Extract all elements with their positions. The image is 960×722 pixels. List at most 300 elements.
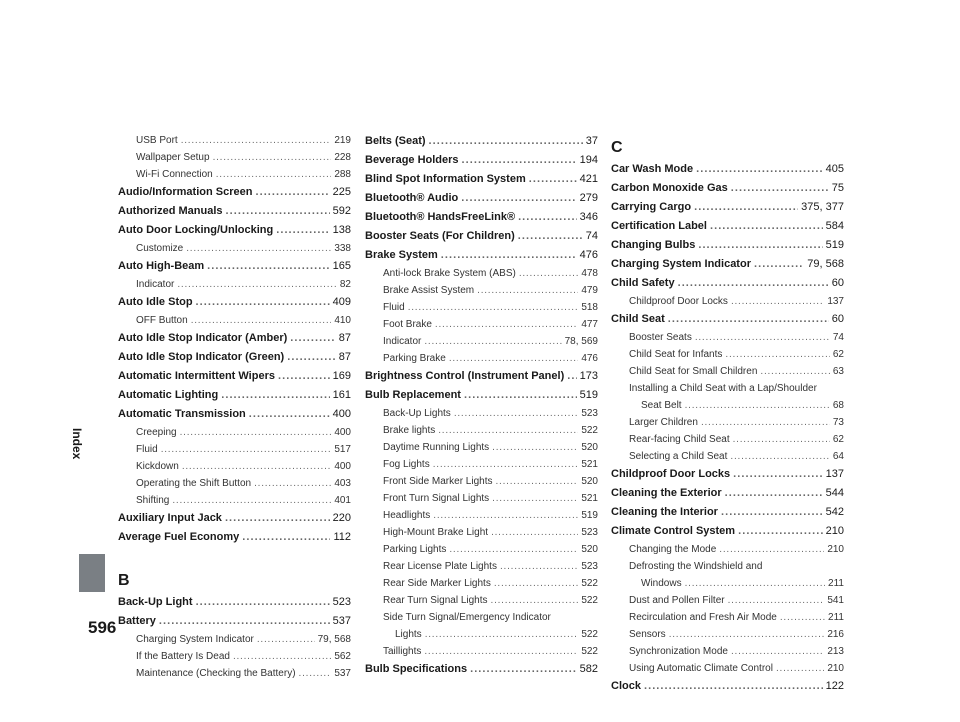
page-reference: 74 <box>832 332 844 343</box>
page-reference: 523 <box>581 527 598 538</box>
entry-term: Booster Seats (For Children) <box>365 230 515 242</box>
page-reference: 537 <box>334 668 351 679</box>
entry-term: Rear-facing Child Seat <box>629 434 730 445</box>
dot-leader <box>233 648 331 665</box>
dot-leader <box>492 439 578 456</box>
page-reference: 517 <box>334 444 351 455</box>
page-reference: 210 <box>827 544 844 555</box>
index-subentry <box>365 643 598 660</box>
dot-leader <box>519 265 579 282</box>
entry-term: Defrosting the Windshield and <box>629 561 763 572</box>
entry-term: Blind Spot Information System <box>365 173 526 185</box>
page-reference: 228 <box>334 152 351 163</box>
index-column-2 <box>365 132 598 679</box>
entry-term: Childproof Door Locks <box>611 468 731 480</box>
page-reference: 520 <box>581 476 598 487</box>
page-reference: 165 <box>332 260 351 272</box>
index-entry <box>365 246 598 265</box>
dot-leader <box>425 626 579 643</box>
index-entry <box>118 528 351 547</box>
page-reference: 521 <box>581 459 598 470</box>
page-reference: 161 <box>332 389 351 401</box>
dot-leader <box>710 217 823 236</box>
page-reference: 542 <box>825 506 844 518</box>
page-reference: 477 <box>581 319 598 330</box>
dot-leader <box>494 575 578 592</box>
index-subentry <box>365 405 598 422</box>
entry-term: Cleaning the Exterior <box>611 487 722 499</box>
index-sidebar <box>0 0 105 722</box>
entry-term: Authorized Manuals <box>118 205 223 217</box>
page-reference: 211 <box>828 612 844 623</box>
entry-term: OFF Button <box>136 315 188 326</box>
dot-leader <box>299 665 332 682</box>
entry-term: Recirculation and Fresh Air Mode <box>629 612 777 623</box>
entry-term: Maintenance (Checking the Battery) <box>136 668 296 679</box>
index-subentry <box>118 424 351 441</box>
page-reference: 519 <box>825 239 844 251</box>
entry-term: Selecting a Child Seat <box>629 451 728 462</box>
page-reference: 375, 377 <box>801 201 844 213</box>
dot-leader <box>257 631 315 648</box>
dot-leader <box>731 179 829 198</box>
entry-term: Windows <box>641 578 682 589</box>
page-reference: 409 <box>332 296 351 308</box>
entry-term: Carbon Monoxide Gas <box>611 182 728 194</box>
entry-term: Bulb Replacement <box>365 389 461 401</box>
page-reference: 213 <box>827 646 844 657</box>
dot-leader <box>424 333 561 350</box>
dot-leader <box>518 227 583 246</box>
dot-leader <box>491 524 578 541</box>
index-subentry <box>365 524 598 541</box>
dot-leader <box>644 677 823 696</box>
index-entry <box>611 465 844 484</box>
dot-leader <box>464 386 577 405</box>
index-subentry <box>611 558 844 575</box>
page-reference: 519 <box>579 389 598 401</box>
page-number: 596 <box>88 618 117 637</box>
index-entry <box>365 227 598 246</box>
dot-leader <box>225 509 330 528</box>
page-reference: 279 <box>579 192 598 204</box>
entry-term: Installing a Child Seat with a Lap/Shoulder <box>629 383 817 394</box>
entry-term: Bluetooth® HandsFreeLink® <box>365 211 516 223</box>
index-subentry <box>611 592 844 609</box>
entry-term: Bulb Specifications <box>365 663 468 675</box>
entry-term: Changing Bulbs <box>611 239 696 251</box>
dot-leader <box>529 170 577 189</box>
dot-leader <box>226 202 330 221</box>
index-subentry <box>365 592 598 609</box>
dot-leader <box>249 405 330 424</box>
page-reference: 225 <box>332 186 351 198</box>
dot-leader <box>441 246 577 265</box>
entry-term: Brake lights <box>383 425 436 436</box>
page-reference: 537 <box>332 615 351 627</box>
page-reference: 562 <box>334 651 351 662</box>
dot-leader <box>760 363 829 380</box>
dot-leader <box>196 293 330 312</box>
index-subentry <box>365 282 598 299</box>
dot-leader <box>172 492 331 509</box>
dot-leader <box>255 183 329 202</box>
index-subentry <box>365 558 598 575</box>
page-reference: 219 <box>334 135 351 146</box>
entry-term: High-Mount Brake Light <box>383 527 489 538</box>
page-reference: 62 <box>832 349 844 360</box>
entry-term: Fluid <box>383 302 405 313</box>
dot-leader <box>449 541 578 558</box>
entry-term: Audio/Information Screen <box>118 186 253 198</box>
dot-leader <box>433 507 578 524</box>
dot-leader <box>725 484 823 503</box>
entry-term: Climate Control System <box>611 525 736 537</box>
entry-term: Front Turn Signal Lights <box>383 493 490 504</box>
dot-leader <box>435 316 578 333</box>
page-reference: 518 <box>581 302 598 313</box>
entry-term: Automatic Transmission <box>118 408 246 420</box>
entry-term: Auto Idle Stop <box>118 296 193 308</box>
entry-term: Auto Door Locking/Unlocking <box>118 224 274 236</box>
index-subentry <box>365 350 598 367</box>
page-reference: 63 <box>832 366 844 377</box>
entry-term: Lights <box>395 629 422 640</box>
entry-term: Charging System Indicator <box>611 258 751 270</box>
entry-term: Back-Up Light <box>118 596 193 608</box>
page-reference: 60 <box>831 313 844 325</box>
dot-leader <box>685 575 825 592</box>
page-reference: 403 <box>334 478 351 489</box>
page-reference: 64 <box>832 451 844 462</box>
section-letter: B <box>118 572 130 589</box>
dot-leader <box>221 386 329 405</box>
entry-term: USB Port <box>136 135 178 146</box>
entry-term: Auto Idle Stop Indicator (Amber) <box>118 332 288 344</box>
entry-term: Wi-Fi Connection <box>136 169 213 180</box>
entry-term: Indicator <box>136 279 175 290</box>
page-reference: 400 <box>334 427 351 438</box>
dot-leader <box>698 236 822 255</box>
entry-term: Beverage Holders <box>365 154 459 166</box>
page-reference: 37 <box>585 135 598 147</box>
dot-leader <box>695 329 830 346</box>
dot-leader <box>733 431 830 448</box>
index-entry <box>118 612 351 631</box>
index-entry <box>611 310 844 329</box>
entry-term: Side Turn Signal/Emergency Indicator <box>383 612 551 623</box>
index-subentry <box>611 626 844 643</box>
dot-leader <box>730 448 829 465</box>
page-reference: 478 <box>581 268 598 279</box>
page-reference: 520 <box>581 442 598 453</box>
index-subentry <box>611 448 844 465</box>
index-entry <box>118 293 351 312</box>
page-reference: 173 <box>579 370 598 382</box>
entry-term: Parking Brake <box>383 353 446 364</box>
page-reference: 78, 569 <box>564 336 598 347</box>
dot-leader <box>725 346 829 363</box>
index-entry <box>118 509 351 528</box>
dot-leader <box>492 490 578 507</box>
dot-leader <box>701 414 830 431</box>
index-subentry <box>365 541 598 558</box>
index-entry <box>365 386 598 405</box>
entry-term: Changing the Mode <box>629 544 717 555</box>
dot-leader <box>780 609 825 626</box>
index-entry <box>365 208 598 227</box>
index-subentry <box>365 609 598 626</box>
dot-leader <box>496 473 579 490</box>
page-reference: 522 <box>581 646 598 657</box>
index-subentry <box>118 149 351 166</box>
dot-leader <box>719 541 824 558</box>
entry-term: Child Seat for Small Children <box>629 366 758 377</box>
index-subentry <box>365 490 598 507</box>
index-subentry <box>365 575 598 592</box>
index-entry <box>611 677 844 696</box>
index-subentry <box>365 473 598 490</box>
dot-leader <box>242 528 330 547</box>
index-entry <box>118 257 351 276</box>
page-reference: 138 <box>332 224 351 236</box>
page-reference: 220 <box>332 512 351 524</box>
index-column-3 <box>611 132 844 696</box>
index-subentry <box>365 507 598 524</box>
page-reference: 74 <box>585 230 598 242</box>
dot-leader <box>161 441 332 458</box>
page-reference: 522 <box>581 595 598 606</box>
entry-term: Auto Idle Stop Indicator (Green) <box>118 351 285 363</box>
index-entry <box>365 189 598 208</box>
page-reference: 210 <box>827 663 844 674</box>
entry-term: Front Side Marker Lights <box>383 476 493 487</box>
page-reference: 523 <box>581 408 598 419</box>
entry-term: Child Seat <box>611 313 665 325</box>
section-gap <box>118 547 351 565</box>
entry-term: Wallpaper Setup <box>136 152 210 163</box>
index-subentry <box>365 316 598 333</box>
entry-term: Kickdown <box>136 461 179 472</box>
entry-term: Shifting <box>136 495 170 506</box>
dot-leader <box>181 132 332 149</box>
section-letter: C <box>611 139 623 156</box>
entry-term: Clock <box>611 680 641 692</box>
entry-term: Sensors <box>629 629 666 640</box>
page-reference: 79, 568 <box>807 258 844 270</box>
dot-leader <box>462 151 577 170</box>
entry-term: Child Safety <box>611 277 675 289</box>
index-entry <box>365 151 598 170</box>
index-entry <box>118 221 351 240</box>
entry-term: Dust and Pollen Filter <box>629 595 725 606</box>
dot-leader <box>276 221 329 240</box>
dot-leader <box>678 274 829 293</box>
index-subentry <box>365 456 598 473</box>
index-subentry <box>611 643 844 660</box>
page-reference: 75 <box>831 182 844 194</box>
dot-leader <box>477 282 578 299</box>
dot-leader <box>191 312 332 329</box>
page-reference: 582 <box>579 663 598 675</box>
dot-leader <box>278 367 330 386</box>
index-entry <box>118 386 351 405</box>
index-entry <box>611 522 844 541</box>
page-reference: 346 <box>579 211 598 223</box>
index-subentry <box>118 312 351 329</box>
entry-term: Back-Up Lights <box>383 408 451 419</box>
dot-leader <box>728 592 825 609</box>
index-subentry <box>118 648 351 665</box>
page-reference: 112 <box>333 531 351 543</box>
page-reference: 541 <box>827 595 844 606</box>
entry-term: Fluid <box>136 444 158 455</box>
index-subentry <box>118 166 351 183</box>
index-entry <box>611 217 844 236</box>
page-reference: 410 <box>334 315 351 326</box>
dot-leader <box>470 660 577 679</box>
index-entry <box>611 160 844 179</box>
page-reference: 400 <box>334 461 351 472</box>
dot-leader <box>731 293 824 310</box>
dot-leader <box>721 503 823 522</box>
index-subentry <box>611 329 844 346</box>
section-label: Index <box>70 428 84 460</box>
entry-term: Charging System Indicator <box>136 634 254 645</box>
page-reference: 288 <box>334 169 351 180</box>
index-subentry <box>365 422 598 439</box>
dot-leader <box>733 465 822 484</box>
dot-leader <box>196 593 330 612</box>
index-entry <box>365 170 598 189</box>
index-subentry <box>611 414 844 431</box>
dot-leader <box>177 276 337 293</box>
index-entry <box>365 367 598 386</box>
page-reference: 522 <box>581 425 598 436</box>
page-reference: 338 <box>334 243 351 254</box>
entry-term: Anti-lock Brake System (ABS) <box>383 268 516 279</box>
entry-term: Rear License Plate Lights <box>383 561 497 572</box>
index-subentry <box>611 363 844 380</box>
index-tab <box>79 554 105 592</box>
index-entry <box>611 198 844 217</box>
entry-term: Bluetooth® Audio <box>365 192 459 204</box>
page-reference: 87 <box>338 351 351 363</box>
page-reference: 122 <box>825 680 844 692</box>
entry-term: If the Battery Is Dead <box>136 651 230 662</box>
page-reference: 522 <box>581 629 598 640</box>
dot-leader <box>159 612 330 631</box>
index-entry <box>611 255 844 274</box>
entry-term: Automatic Intermittent Wipers <box>118 370 275 382</box>
entry-term: Seat Belt <box>641 400 682 411</box>
index-entry <box>118 367 351 386</box>
entry-term: Daytime Running Lights <box>383 442 490 453</box>
entry-term: Average Fuel Economy <box>118 531 240 543</box>
index-subentry <box>118 132 351 149</box>
index-subentry <box>118 441 351 458</box>
dot-leader <box>518 208 577 227</box>
entry-term: Parking Lights <box>383 544 447 555</box>
page-reference: 79, 568 <box>317 634 351 645</box>
dot-leader <box>776 660 824 677</box>
page-reference: 476 <box>581 353 598 364</box>
index-entry <box>118 202 351 221</box>
index-subentry <box>365 299 598 316</box>
page-reference: 476 <box>579 249 598 261</box>
entry-term: Using Automatic Climate Control <box>629 663 773 674</box>
page-reference: 73 <box>832 417 844 428</box>
index-subentry <box>611 541 844 558</box>
index-subentry <box>365 439 598 456</box>
page-reference: 520 <box>581 544 598 555</box>
index-entry <box>118 593 351 612</box>
index-subentry <box>365 333 598 350</box>
dot-leader <box>216 166 332 183</box>
dot-leader <box>433 456 579 473</box>
dot-leader <box>287 348 336 367</box>
index-subentry <box>118 631 351 648</box>
dot-leader <box>438 422 578 439</box>
dot-leader <box>424 643 578 660</box>
dot-leader <box>500 558 578 575</box>
page-reference: 137 <box>825 468 844 480</box>
page-reference: 60 <box>831 277 844 289</box>
page-reference: 82 <box>339 279 351 290</box>
page-reference: 421 <box>579 173 598 185</box>
index-subentry <box>611 397 844 414</box>
entry-term: Auxiliary Input Jack <box>118 512 222 524</box>
entry-term: Automatic Lighting <box>118 389 219 401</box>
dot-leader <box>567 367 576 386</box>
page-reference: 521 <box>581 493 598 504</box>
dot-leader <box>454 405 579 422</box>
dot-leader <box>186 240 331 257</box>
page-reference: 479 <box>581 285 598 296</box>
index-subentry <box>118 458 351 475</box>
page-reference: 522 <box>581 578 598 589</box>
dot-leader <box>754 255 804 274</box>
index-subentry <box>118 475 351 492</box>
entry-term: Larger Children <box>629 417 698 428</box>
page-reference: 194 <box>579 154 598 166</box>
index-subentry <box>611 293 844 310</box>
page-reference: 523 <box>332 596 351 608</box>
entry-term: Belts (Seat) <box>365 135 426 147</box>
page-reference: 400 <box>332 408 351 420</box>
index-entry <box>611 503 844 522</box>
page-reference: 401 <box>334 495 351 506</box>
index-entry <box>118 329 351 348</box>
index-subentry <box>611 660 844 677</box>
entry-term: Brake Assist System <box>383 285 475 296</box>
page-reference: 544 <box>825 487 844 499</box>
entry-term: Foot Brake <box>383 319 432 330</box>
index-subentry <box>611 346 844 363</box>
dot-leader <box>408 299 579 316</box>
index-entry <box>365 132 598 151</box>
index-entry <box>118 183 351 202</box>
entry-term: Headlights <box>383 510 431 521</box>
entry-term: Childproof Door Locks <box>629 296 728 307</box>
dot-leader <box>254 475 331 492</box>
dot-leader <box>668 310 829 329</box>
index-subentry <box>611 431 844 448</box>
index-entry <box>118 348 351 367</box>
page-reference: 169 <box>332 370 351 382</box>
index-subentry <box>118 665 351 682</box>
index-entry <box>365 660 598 679</box>
